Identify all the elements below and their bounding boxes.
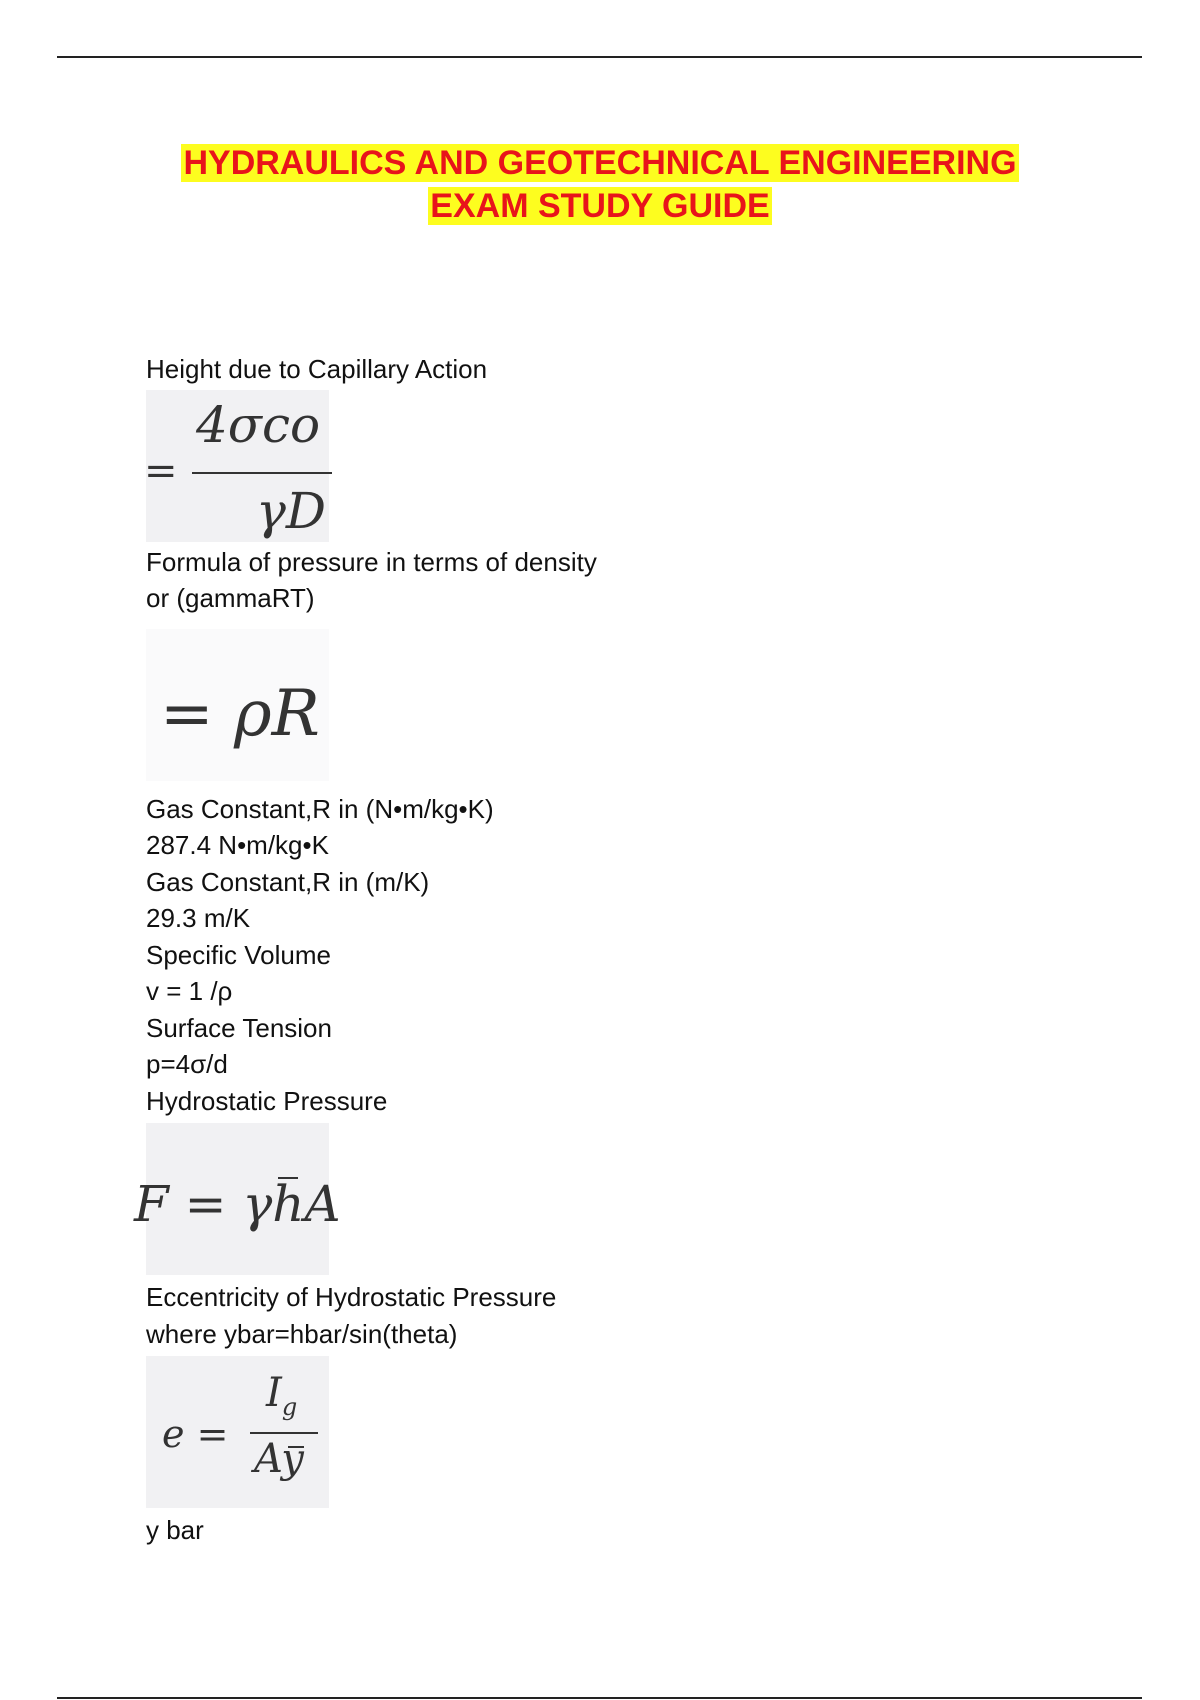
pressure-heading-line-1: Formula of pressure in terms of density [146, 546, 597, 577]
eccentricity-note: where ybar=hbar/sin(theta) [146, 1318, 458, 1349]
specific-volume-value: v = 1 /ρ [146, 976, 233, 1006]
hydrostatic-formula-h: h [272, 1175, 305, 1233]
eccentricity-formula-denominator: Ay [254, 1436, 304, 1482]
eccentricity-formula-e: e [162, 1412, 185, 1456]
eccentricity-formula-image [146, 1356, 329, 1508]
capillary-formula-denominator: γD [256, 481, 326, 540]
study-guide-content [134, 351, 846, 1549]
pressure-formula-eq: = [160, 676, 234, 751]
title-line-2: EXAM STUDY GUIDE [430, 187, 770, 225]
eccentricity-formula-num-sub: g [281, 1393, 298, 1421]
pressure-formula-image [146, 629, 329, 781]
hydrostatic-formula-lhs: F [134, 1175, 169, 1233]
pressure-heading-line-2: or (gammaRT) [146, 583, 315, 613]
hydrostatic-formula-image [134, 1123, 341, 1275]
top-rule [57, 56, 1142, 58]
gas-constant-mk-heading: Gas Constant,R in (m/K) [146, 866, 430, 897]
capillary-formula-image [146, 390, 329, 542]
surface-tension-heading: Surface Tension [146, 1012, 332, 1043]
hydrostatic-formula-h-overbar [278, 1177, 298, 1179]
capillary-formula-fraction-bar [192, 472, 332, 474]
eccentricity-formula-numerator [266, 1370, 297, 1421]
document-title [0, 142, 1200, 228]
pressure-formula-rho: ρ [233, 676, 272, 751]
eccentricity-formula-y-overbar [288, 1446, 304, 1448]
eccentricity-formula-eq: = [184, 1412, 229, 1456]
gas-constant-nm-value: 287.4 N•m/kg•K [146, 830, 329, 860]
capillary-heading: Height due to Capillary Action [146, 354, 488, 384]
specific-volume-heading: Specific Volume [146, 939, 331, 970]
eccentricity-formula-lhs [162, 1412, 228, 1456]
ybar-heading: y bar [146, 1515, 204, 1545]
pressure-formula-expression [160, 677, 320, 751]
hydrostatic-pressure-heading: Hydrostatic Pressure [146, 1085, 388, 1116]
gas-constant-mk-value: 29.3 m/K [146, 903, 251, 933]
surface-tension-value: p=4σ/d [146, 1049, 228, 1079]
hydrostatic-formula-a: A [304, 1175, 341, 1233]
eccentricity-formula-num-main: I [266, 1370, 282, 1416]
hydrostatic-formula-gamma: γ [242, 1175, 273, 1233]
pressure-formula-var: R [271, 676, 320, 751]
hydrostatic-formula-expression [134, 1175, 341, 1233]
title-line-1: HYDRAULICS AND GEOTECHNICAL ENGINEERING [183, 144, 1017, 182]
eccentricity-formula-fraction-bar [250, 1432, 318, 1434]
capillary-formula-numerator: 4σco [196, 395, 321, 454]
hydrostatic-formula-eq: = [168, 1175, 243, 1233]
capillary-formula-eq: = [144, 447, 178, 494]
bottom-rule [57, 1697, 1142, 1699]
eccentricity-heading: Eccentricity of Hydrostatic Pressure [146, 1282, 557, 1312]
gas-constant-nm-heading: Gas Constant,R in (N•m/kg•K) [146, 793, 494, 824]
